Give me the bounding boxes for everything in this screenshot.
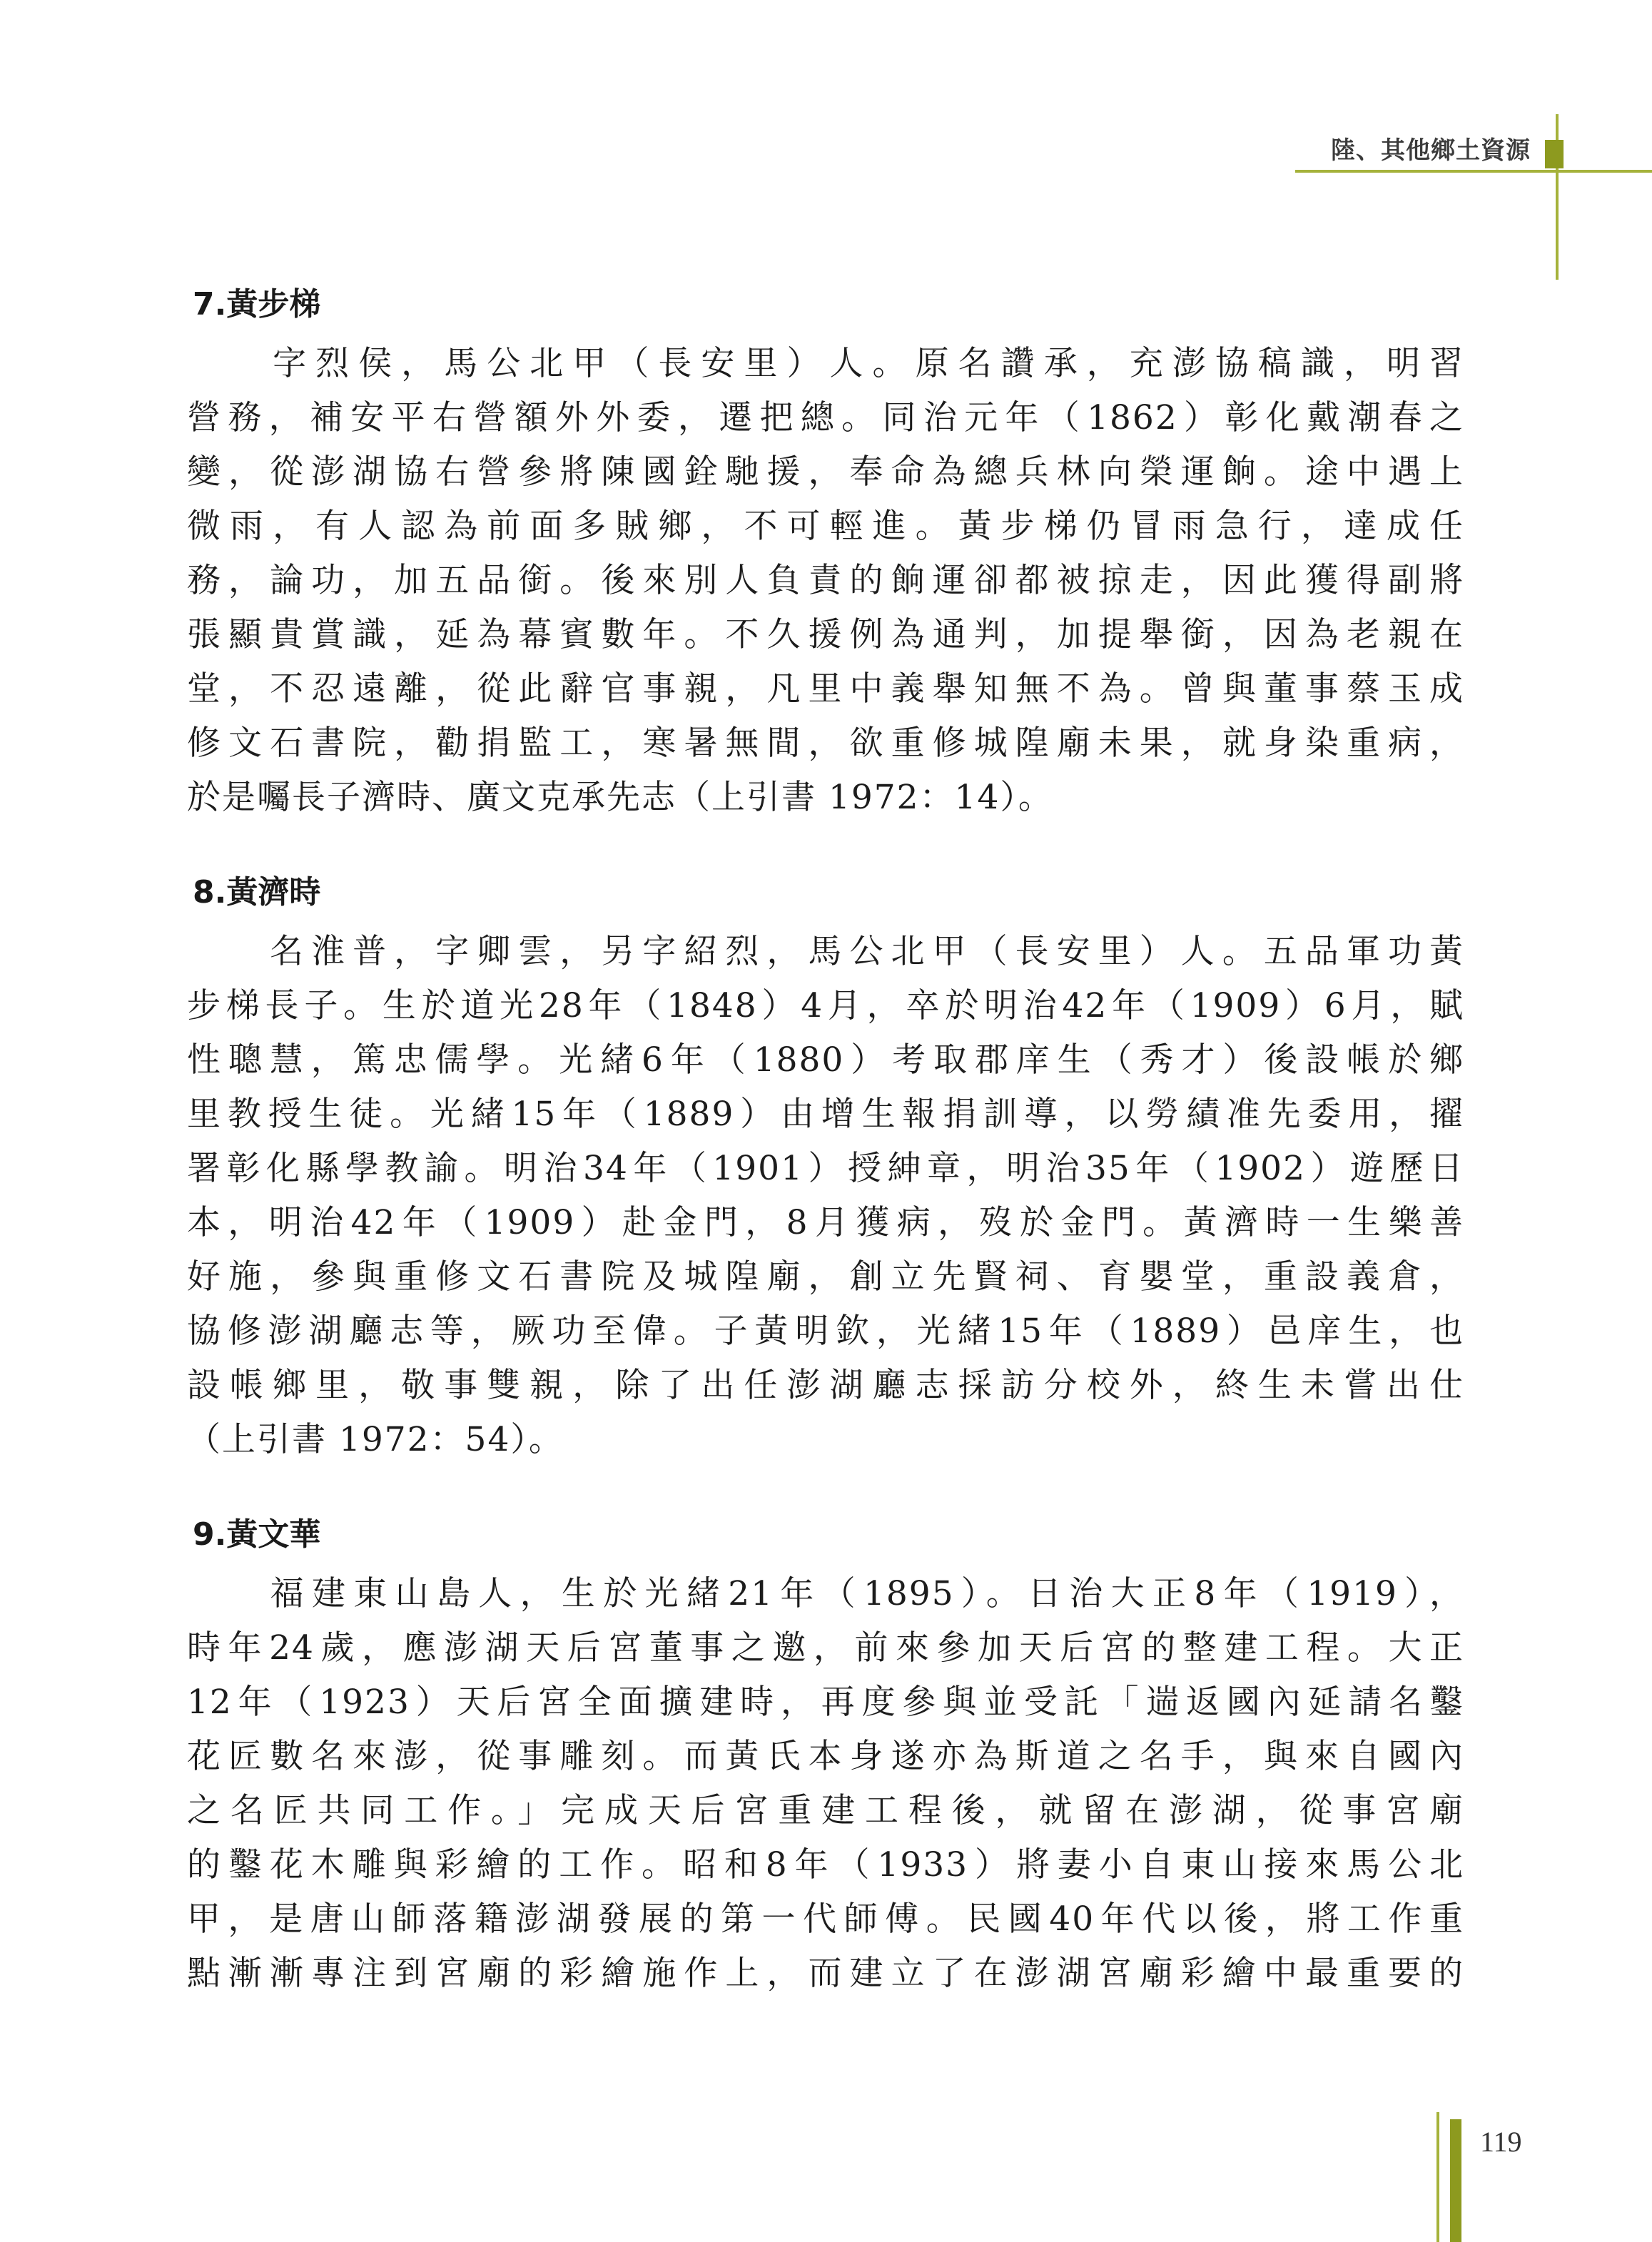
section-paragraph <box>187 925 1464 1467</box>
text-line: 12年（1923）天后宮全面擴建時，再度參與並受託「遄返國內延請名鑿 <box>187 1683 1464 1722</box>
text-line: 花匠數名來澎，從事雕刻。而黃氏本身遂亦為斯道之名手，與來自國內 <box>187 1737 1464 1776</box>
text-line: 性聰慧，篤忠儒學。光緒6年（1880）考取郡庠生（秀才）後設帳於鄉 <box>187 1040 1464 1080</box>
text-line: 步梯長子。生於道光28年（1848）4月，卒於明治42年（1909）6月，賦 <box>187 986 1464 1025</box>
text-line: 微雨，有人認為前面多賊鄉，不可輕進。黃步梯仍冒雨急行，達成任 <box>187 507 1464 546</box>
text-line: 之名匠共同工作。」完成天后宮重建工程後，就留在澎湖，從事宮廟 <box>187 1791 1464 1830</box>
text-line: 點漸漸專注到宮廟的彩繪施作上，而建立了在澎湖宮廟彩繪中最重要的 <box>187 1954 1464 1993</box>
page-content <box>187 283 1464 2001</box>
text-line: 時年24歲，應澎湖天后宮董事之邀，前來參加天后宮的整建工程。大正 <box>187 1628 1464 1668</box>
header-rule-vertical <box>1556 114 1559 280</box>
section-heading: 8.黃濟時 <box>193 874 321 911</box>
text-line: 里教授生徒。光緒15年（1889）由增生報捐訓導，以勞績准先委用，擢 <box>187 1095 1464 1134</box>
section-huang-jishi <box>187 871 1464 1467</box>
section-paragraph <box>187 1567 1464 2001</box>
text-line: 署彰化縣學教諭。明治34年（1901）授紳章，明治35年（1902）遊歷日 <box>187 1149 1464 1188</box>
section-heading: 7.黃步梯 <box>193 286 321 323</box>
text-line: 甲，是唐山師落籍澎湖發展的第一代師傅。民國40年代以後，將工作重 <box>187 1899 1464 1939</box>
text-line: 於是囑長子濟時、廣文克承先志（上引書 1972：14）。 <box>187 778 1053 817</box>
footer-accent-bar <box>1450 2119 1461 2242</box>
text-line: 本，明治42年（1909）赴金門，8月獲病，歿於金門。黃濟時一生樂善 <box>187 1203 1464 1242</box>
header-rule-horizontal <box>1295 170 1652 173</box>
section-paragraph <box>187 337 1464 825</box>
section-heading: 9.黃文華 <box>193 1516 321 1553</box>
text-line: 好施，參與重修文石書院及城隍廟，創立先賢祠、育嬰堂，重設義倉， <box>187 1257 1464 1297</box>
footer-rule-vertical <box>1436 2112 1439 2242</box>
text-line: （上引書 1972：54）。 <box>187 1420 564 1459</box>
text-line: 字烈侯，馬公北甲（長安里）人。原名讚承，充澎協稿識，明習 <box>187 344 1464 383</box>
text-line: 福建東山島人，生於光緒21年（1895）。日治大正8年（1919）， <box>187 1574 1464 1613</box>
text-line: 堂，不忍遠離，從此辭官事親，凡里中義舉知無不為。曾與董事蔡玉成 <box>187 669 1464 709</box>
text-line: 協修澎湖廳志等，厥功至偉。子黃明欽，光緒15年（1889）邑庠生，也 <box>187 1312 1464 1351</box>
section-huang-buti <box>187 283 1464 825</box>
header-accent-square <box>1545 140 1564 168</box>
text-line: 營務，補安平右營額外外委，遷把總。同治元年（1862）彰化戴潮春之 <box>187 398 1464 437</box>
text-line: 務，論功，加五品銜。後來別人負責的餉運卻都被掠走，因此獲得副將 <box>187 561 1464 600</box>
text-line: 變，從澎湖協右營參將陳國銓馳援，奉命為總兵林向榮運餉。途中遇上 <box>187 452 1464 492</box>
text-line: 的鑿花木雕與彩繪的工作。昭和8年（1933）將妻小自東山接來馬公北 <box>187 1845 1464 1885</box>
text-line: 名淮普，字卿雲，另字紹烈，馬公北甲（長安里）人。五品軍功黃 <box>187 932 1464 971</box>
text-line: 張顯貴賞識，延為幕賓數年。不久援例為通判，加提舉銜，因為老親在 <box>187 615 1464 654</box>
page-number: 119 <box>1480 2126 1522 2158</box>
text-line: 修文石書院，勸捐監工，寒暑無間，欲重修城隍廟未果，就身染重病， <box>187 724 1464 763</box>
running-head: 陸、其他鄉土資源 <box>1331 136 1531 165</box>
text-line: 設帳鄉里，敬事雙親，除了出任澎湖廳志採訪分校外，終生未嘗出仕 <box>187 1366 1464 1405</box>
section-huang-wenhua <box>187 1513 1464 2001</box>
